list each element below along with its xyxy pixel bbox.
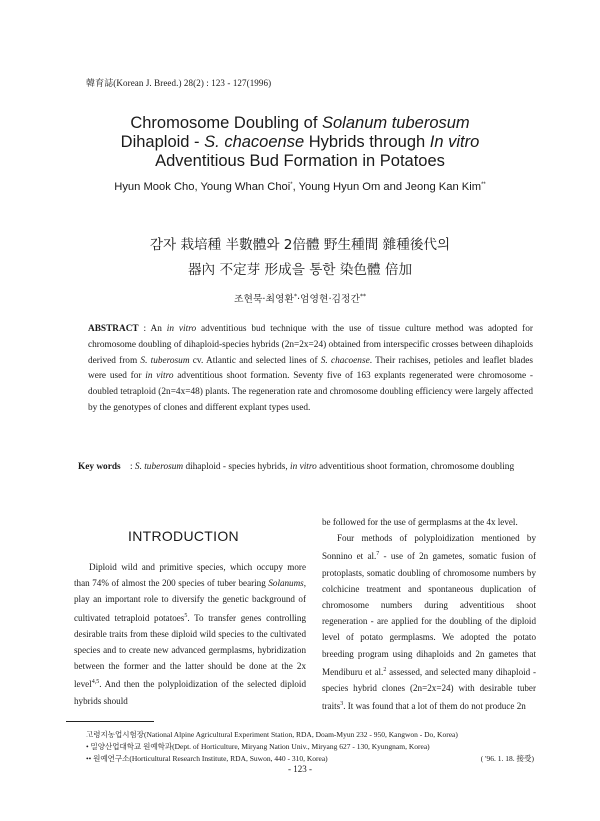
footnote-affiliation-1: 고령지농업시험장(National Alpine Agricultural Experiment Station, RDA, Doam-Myun 232 - 950, Kangwon - Do, Korea) — [86, 730, 458, 739]
korean-title — [40, 233, 560, 283]
keywords-label: Key words — [78, 462, 121, 472]
paper-title — [40, 114, 560, 171]
paragraph-text: , play an important role to diversify the genetic background of cultivated tetraploid potatoes — [74, 578, 306, 623]
footnote-affiliation-3: •• 원예연구소(Horticultural Research Institute, RDA, Suwon, 440 - 310, Korea) — [86, 754, 328, 763]
author: Young Whan Choi — [200, 181, 291, 193]
keyword-italic: S. tuberosum — [134, 462, 184, 472]
abstract-italic: S. chacoense — [320, 355, 370, 366]
abstract-italic: in vitro — [145, 371, 174, 382]
keywords-sep: : — [130, 462, 135, 472]
citation-mark: 2 — [383, 666, 387, 673]
abstract-label: ABSTRACT — [88, 324, 139, 334]
paragraph-text: Diploid wild and primitive species, which occupy more than 74% of almost the 200 species of tuber bearing — [74, 562, 306, 589]
citation-mark: 3 — [340, 701, 344, 708]
page-number: - 123 - — [288, 764, 312, 774]
title-text: Hybrids through — [304, 133, 430, 151]
title-line-2 — [40, 133, 560, 152]
keywords-text — [130, 460, 538, 476]
affiliation-mark: ** — [481, 182, 486, 188]
abstract-italic: in vitro — [166, 324, 197, 334]
abstract-text: adventitious bud technique with the use of tissue culture method was adopted for chromosome doubling of dihaploid-species hybrids (2n=2x=24) obtained from interspecific crosses between dihaploids derived from — [88, 324, 534, 366]
keyword-text: dihaploid - species hybrids, — [183, 462, 291, 472]
abstract — [88, 322, 533, 417]
affiliation-mark: * — [290, 182, 293, 188]
paragraph-text: . And then the polyploidization of the selected diploid hybrids should — [74, 679, 306, 706]
title-text: Chromosome Doubling of — [130, 114, 322, 132]
section-heading-introduction: INTRODUCTION — [128, 528, 239, 544]
affiliation-mark: ** — [359, 293, 366, 300]
citation-mark: 4,5 — [91, 679, 100, 686]
intro-paragraph-1 — [74, 559, 306, 709]
keywords — [78, 460, 538, 476]
citation-mark: 5 — [184, 612, 188, 619]
abstract-italic: S. tuberosum — [140, 355, 190, 366]
korean-title-line-1: 감자 栽培種 半數體와 2倍體 野生種間 雜種後代의 — [149, 237, 451, 253]
author-list — [40, 181, 560, 193]
keyword-italic: in vitro — [290, 462, 317, 472]
title-text: Dihaploid - — [120, 133, 205, 151]
author: , Young Hyun Om and Jeong Kan Kim — [292, 181, 482, 193]
korean-author: 조현묵·최영환 — [234, 294, 294, 305]
footnote-divider — [66, 721, 154, 722]
right-column — [322, 514, 536, 714]
footnote-affiliation-2: • 밀양산업대학교 원예학과(Dept. of Horticulture, Miryang Nation Univ., Miryang 627 - 130, Kyungnam, Korea) — [86, 742, 430, 751]
keyword-text: adventitious shoot formation, chromosome doubling — [316, 462, 515, 472]
intro-paragraph-1-continued: be followed for the use of germplasms at the 4x level. — [322, 517, 518, 527]
citation-mark: 7 — [376, 551, 380, 558]
korean-title-line-2: 器內 不定芽 形成을 통한 染色體 倍加 — [187, 262, 413, 278]
paragraph-text: - use of 2n gametes, somatic fusion of protoplasts, somatic doubling of chromosome numbers by colchicine treatment and spontaneous duplication of chromosome numbers during adventitious shoot regeneration - are applied for the doubling of the diploid level of potato germplasms. We adopted the potato breeding program using dihaploids and 2n gametes that Mendiburu et al. — [322, 551, 537, 677]
korean-author: ·엄영현·김정간 — [296, 294, 360, 305]
abstract-text: cv. Atlantic and selected lines of — [189, 355, 321, 366]
intro-paragraph-2 — [322, 530, 536, 714]
title-term: In vitro — [429, 133, 480, 151]
korean-author-list — [40, 291, 560, 305]
paragraph-text: assessed, and selected many dihaploid - species hybrid clones (2n=2x=24) with desirable tuber traits — [322, 666, 536, 712]
received-date: ( '96. 1. 18. 接受) — [480, 754, 534, 763]
paragraph-italic: Solanums — [268, 578, 304, 589]
title-species: S. chacoense — [204, 133, 305, 151]
title-line-1 — [40, 114, 560, 133]
paragraph-text: Four methods of polyploidization mentioned by Sonnino et al. — [322, 533, 536, 562]
abstract-text: . Their rachises, petioles and leaflet blades were used for — [88, 355, 533, 382]
paragraph-text: . It was found that a lot of them do not produce 2n — [343, 701, 526, 712]
left-column — [74, 559, 306, 709]
author: Hyun Mook Cho, — [114, 181, 198, 193]
abstract-text: : An — [138, 324, 167, 334]
paragraph-text: . To transfer genes controlling desirable traits from these diploid wild species to the cultivated species and to create new advanced germplasms, hybridization between the former and the latter should be done at the 2x level — [74, 612, 306, 690]
title-species: Solanum tuberosum — [322, 114, 470, 132]
journal-header: 韓育誌(Korean J. Breed.) 28(2) : 123 - 127(1996) — [86, 78, 272, 88]
affiliation-mark: * — [293, 293, 297, 300]
title-line-3: Adventitious Bud Formation in Potatoes — [155, 152, 445, 170]
abstract-text: adventitious shoot formation. Seventy five of 163 explants regenerated were chromosome - doubled tetraploid (2n=4x=48) plants. The regeneration rate and chromosome doubling efficiency were largely affected by the genotypes of clones and different explant types used. — [88, 371, 534, 413]
